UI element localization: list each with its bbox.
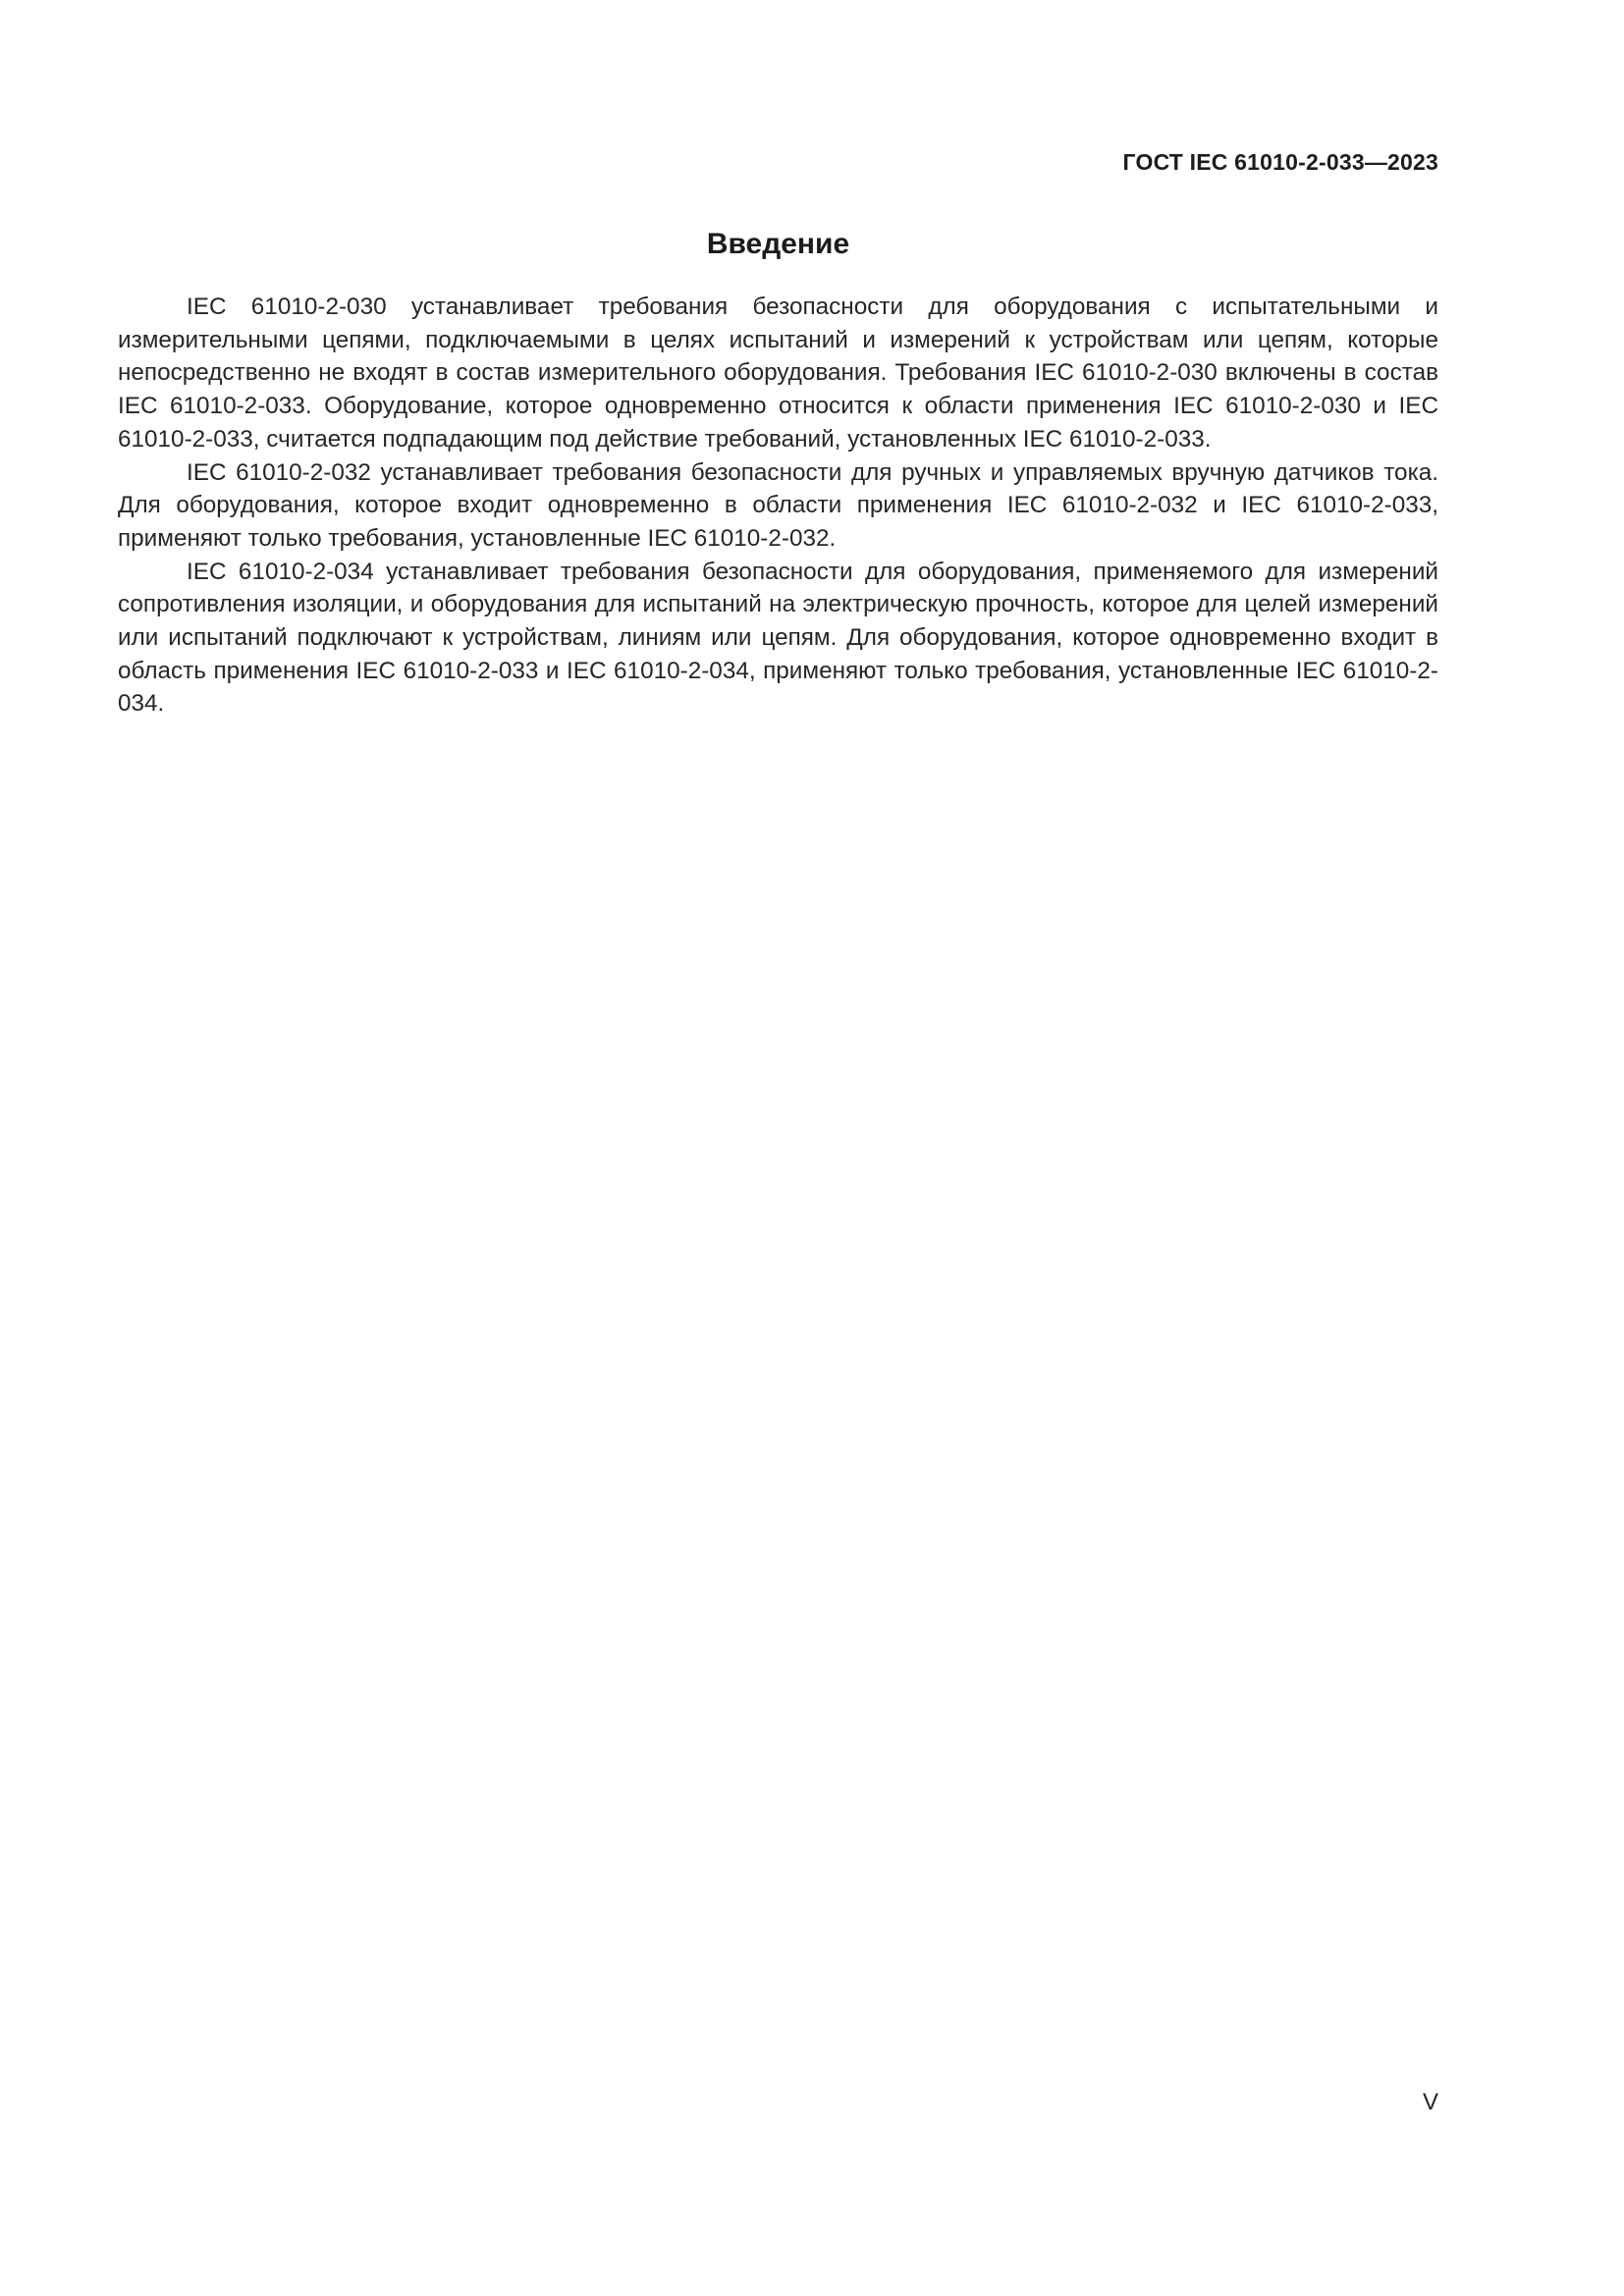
introduction-body [118,291,1438,721]
page-number: V [1422,2089,1438,2115]
paragraph-iec-61010-2-032: IEC 61010-2-032 устанавливает требования безопасности для ручных и управляемых вручную датчиков тока. Для оборудования, которое входит одновременно в области применения IEC 61010-2-032 и IEC 61010-2-033, применяют только требования, установленные IEC 61010-2-032. [118,458,1438,552]
paragraph-iec-61010-2-030: IEC 61010-2-030 устанавливает требования безопасности для оборудования с испытательными и измерительными цепями, подключаемыми в целях испытаний и измерений к устройствам или цепям, которые непосредственно не входят в состав измерительного оборудования. Требования IEC 61010-2-030 включены в состав IEC 61010-2-033. Оборудование, которое одновременно относится к области применения IEC 61010-2-030 и IEC 61010-2-033, считается подпадающим под действие требований, установленных IEC 61010-2-033. [118,294,1438,453]
document-id-header: ГОСТ IEC 61010-2-033—2023 [1122,149,1438,175]
section-title: Введение [706,228,850,260]
paragraph-iec-61010-2-034: IEC 61010-2-034 устанавливает требования безопасности для оборудования, применяемого для измерений сопротивления изоляции, и оборудования для испытаний на электрическую прочность, которое для целей измерений или испытаний подключают к устройствам, линиям или цепям. Для оборудования, которое одновременно входит в область применения IEC 61010-2-033 и IEC 61010-2-034, применяют только требования, установленные IEC 61010-2-034. [118,558,1438,718]
